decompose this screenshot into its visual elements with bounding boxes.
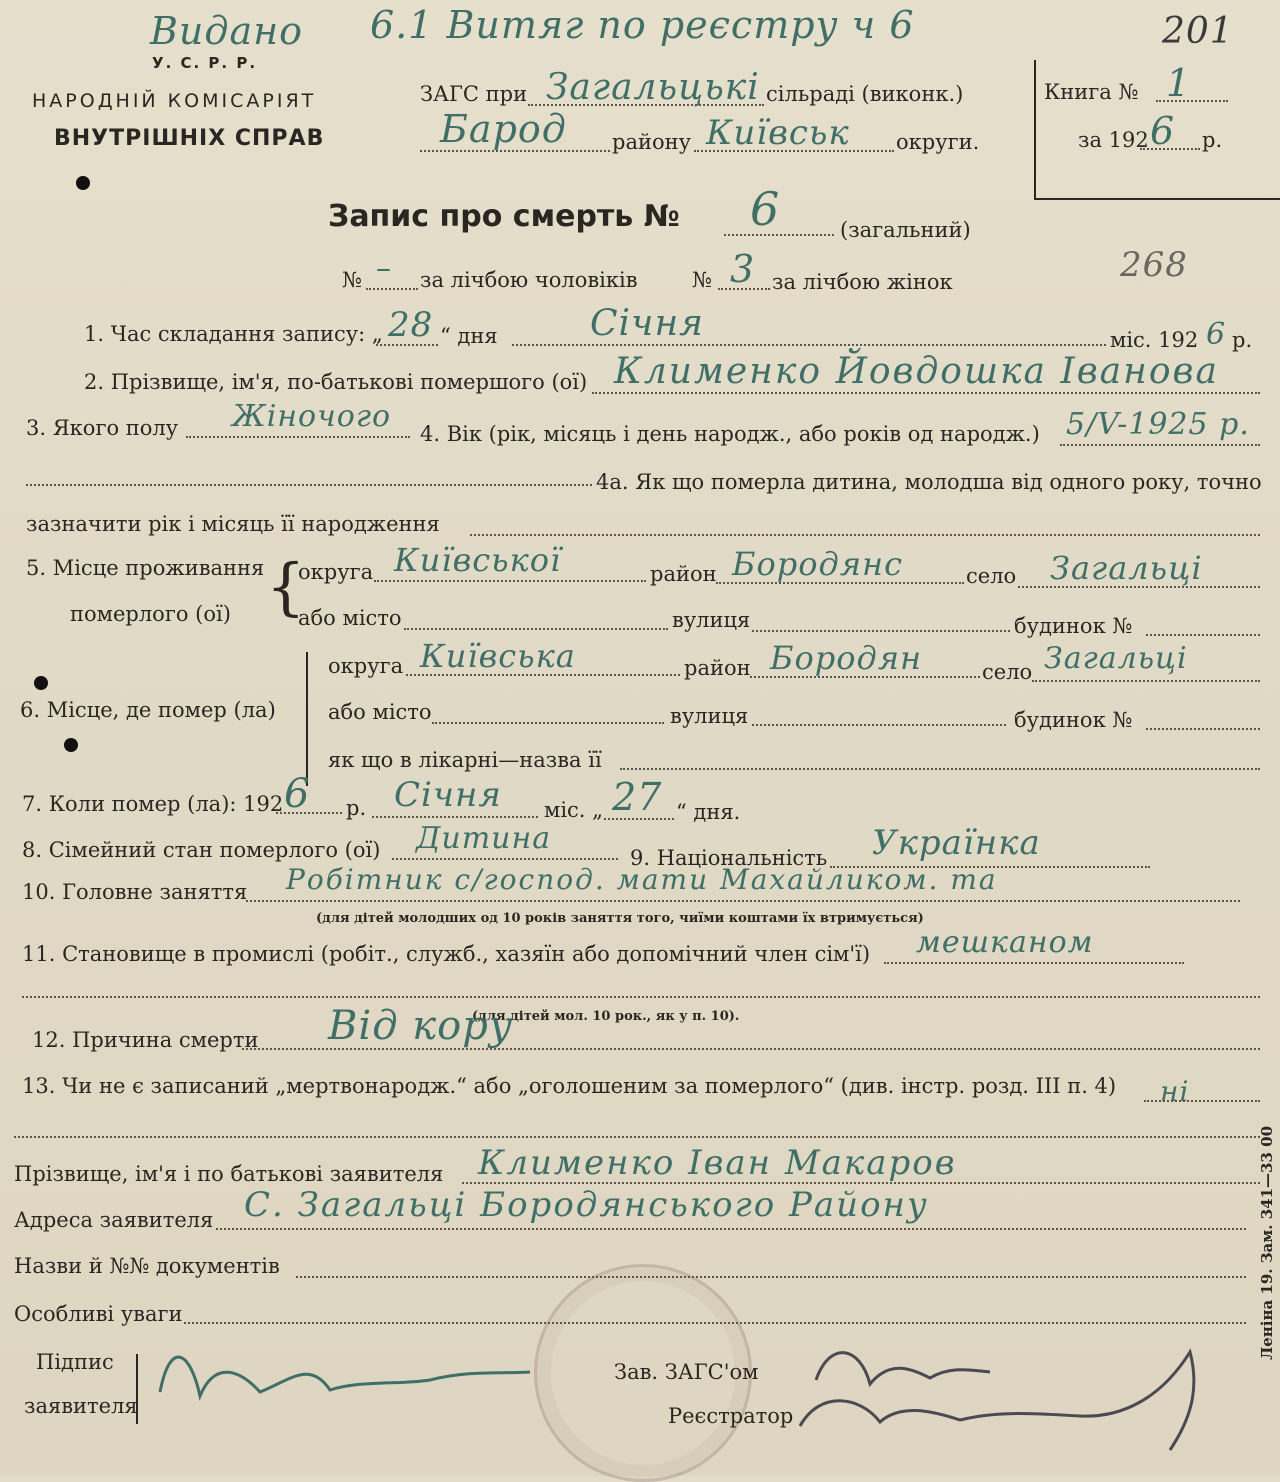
f4a-label2: зазначити рік і місяць її народження: [26, 512, 440, 536]
f1-day-suffix: “ дня: [440, 324, 498, 348]
f5-vulytsia: вулиця: [672, 608, 751, 632]
f7-day: 27: [612, 775, 663, 819]
applicant-name-label: Прізвище, ім'я і по батькові заявителя: [14, 1162, 444, 1186]
ussr-label: У. С. Р. Р.: [152, 54, 258, 72]
district-value: Київськ: [706, 113, 850, 153]
f7-year: 6: [284, 771, 311, 817]
f5-raion: район: [650, 562, 717, 586]
f3-value: Жіночого: [232, 399, 392, 434]
year-suffix: р.: [1202, 128, 1223, 152]
head-label: Зав. ЗАГС'ом: [614, 1360, 759, 1384]
f5-budynok: будинок №: [1014, 614, 1133, 638]
f6-likarnia: як що в лікарні—назва її: [328, 748, 602, 772]
f5-selo: село: [966, 564, 1017, 588]
applicant-address-label: Адреса заявителя: [14, 1208, 214, 1232]
f7-p: р.: [346, 796, 367, 820]
f5-selo-value: Загальці: [1050, 549, 1203, 587]
f11-value: мешканом: [916, 925, 1094, 960]
f6-selo: село: [982, 660, 1033, 684]
men-no-label: №: [342, 268, 362, 292]
f12-label: 12. Причина смерти: [32, 1028, 259, 1052]
f5-raion-value: Бородянс: [732, 545, 903, 583]
f5-brace: {: [266, 550, 306, 623]
f1-label: 1. Час складання запису: „: [84, 322, 383, 346]
f12-value: Від кору: [328, 1003, 514, 1049]
f4-label: 4. Вік (рік, місяць і день народж., або років од народж.): [420, 422, 1040, 446]
record-title: Запис про смерть №: [328, 199, 680, 234]
applicant-signature: [160, 1357, 530, 1396]
head-signature: [816, 1353, 990, 1384]
applicant-address-value: С. Загальці Бородянського Району: [244, 1185, 929, 1225]
f13-label: 13. Чи не є записаний „мертвонародж.“ або „оголошеним за померлого“ (див. інстр. розд. III п. 4): [22, 1074, 1117, 1098]
year-value: 6: [1150, 109, 1176, 153]
f2-label: 2. Прізвище, ім'я, по-батькові помершого (ої): [84, 370, 588, 394]
f1-year: 6: [1206, 317, 1227, 352]
f5-label1: 5. Місце проживання: [26, 556, 265, 580]
council-label: сільраді (виконк.): [766, 82, 964, 106]
registrar-signature: [800, 1352, 1194, 1450]
record-number: 6: [750, 182, 781, 236]
side-print: Леніна 19. Зам. 341—33 00: [1258, 1125, 1276, 1360]
men-label: за лічбою чоловіків: [420, 268, 638, 292]
f9-value: Українка: [872, 823, 1041, 863]
book-label: Книга №: [1044, 80, 1139, 104]
f5-okruha: округа: [298, 560, 374, 584]
women-no-label: №: [692, 268, 712, 292]
record-general: (загальний): [840, 218, 971, 242]
f8-label: 8. Сімейний стан померлого (ої): [22, 838, 381, 862]
f4-value: 5/V-1925 р.: [1066, 407, 1250, 442]
corner-number: 201: [1162, 11, 1234, 52]
zags-label: ЗАГС при: [420, 82, 528, 106]
f6-vulytsia: вулиця: [670, 704, 749, 728]
commissariat-line1: НАРОДНІЙ КОМІСАРІЯТ: [32, 90, 317, 112]
f13-value: ні: [1160, 1075, 1190, 1108]
f1-month: Січня: [590, 303, 705, 344]
region-label: району: [612, 130, 691, 154]
f2-value: Клименко Йовдошка Іванова: [614, 351, 1219, 392]
f6-okruha: округа: [328, 654, 404, 678]
f10-note: (для дітей молодших од 10 років заняття того, чиїми коштами їх втримується): [316, 911, 924, 926]
f5-okruha-value: Київської: [394, 541, 562, 579]
f11-note: (для дітей мол. 10 рок., як у п. 10).: [472, 1009, 740, 1024]
f1-month-suffix: міс. 192: [1110, 328, 1199, 352]
f9-label: 9. Національність: [630, 846, 828, 870]
f6-label: 6. Місце, де помер (ла): [20, 698, 276, 722]
f3-label: 3. Якого полу: [26, 416, 179, 440]
district-label: округи.: [896, 130, 980, 154]
f1-year-suffix: р.: [1232, 328, 1253, 352]
men-value: –: [376, 251, 392, 286]
signature-label-2: заявителя: [24, 1394, 138, 1418]
f6-budynok: будинок №: [1014, 708, 1133, 732]
documents-label: Назви й №№ документів: [14, 1254, 280, 1278]
f1-day: 28: [388, 305, 434, 345]
f6-selo-value: Загальці: [1044, 641, 1188, 676]
second-number: 268: [1120, 245, 1188, 285]
f4a-label: 4а. Як що померла дитина, молодша від одного року, точно: [596, 470, 1262, 494]
f8-value: Дитина: [416, 821, 552, 856]
women-value: 3: [730, 247, 756, 291]
f6-okruha-value: Київська: [420, 637, 576, 675]
signature-label-1: Підпис: [36, 1350, 114, 1374]
women-label: за лічбою жінок: [772, 270, 953, 294]
top-note-issued: Видано: [150, 9, 304, 53]
f6-raion-value: Бородян: [770, 639, 923, 677]
year-label: за 192: [1078, 128, 1149, 152]
top-note-extract: 6.1 Витяг по реєстру ч 6: [370, 3, 915, 47]
f6-misto: або місто: [328, 700, 432, 724]
commissariat-line2: ВНУТРІШНІХ СПРАВ: [54, 126, 325, 151]
f10-value: Робітник с/господ. мати Махайликом. та: [286, 863, 998, 896]
f5-misto: або місто: [298, 606, 402, 630]
f11-label: 11. Становище в промислі (робіт., служб., хазяїн або допомічний член сім'ї): [22, 942, 871, 966]
applicant-name-value: Клименко Іван Макаров: [478, 1143, 957, 1183]
f7-day-suffix: “ дня.: [676, 800, 741, 824]
f7-mis: міс. „: [544, 798, 604, 822]
f7-month: Січня: [394, 775, 502, 815]
remarks-label: Особливі уваги: [14, 1302, 183, 1326]
registrar-label: Реєстратор: [668, 1404, 794, 1428]
book-value: 1: [1166, 61, 1192, 105]
zags-value: Загальцькі: [546, 67, 760, 108]
f6-raion: район: [684, 656, 751, 680]
region-value: Барод: [440, 107, 567, 151]
f10-label: 10. Головне заняття: [22, 880, 248, 904]
f5-label2: померлого (ої): [70, 602, 231, 626]
f7-label: 7. Коли помер (ла): 192: [22, 792, 284, 816]
